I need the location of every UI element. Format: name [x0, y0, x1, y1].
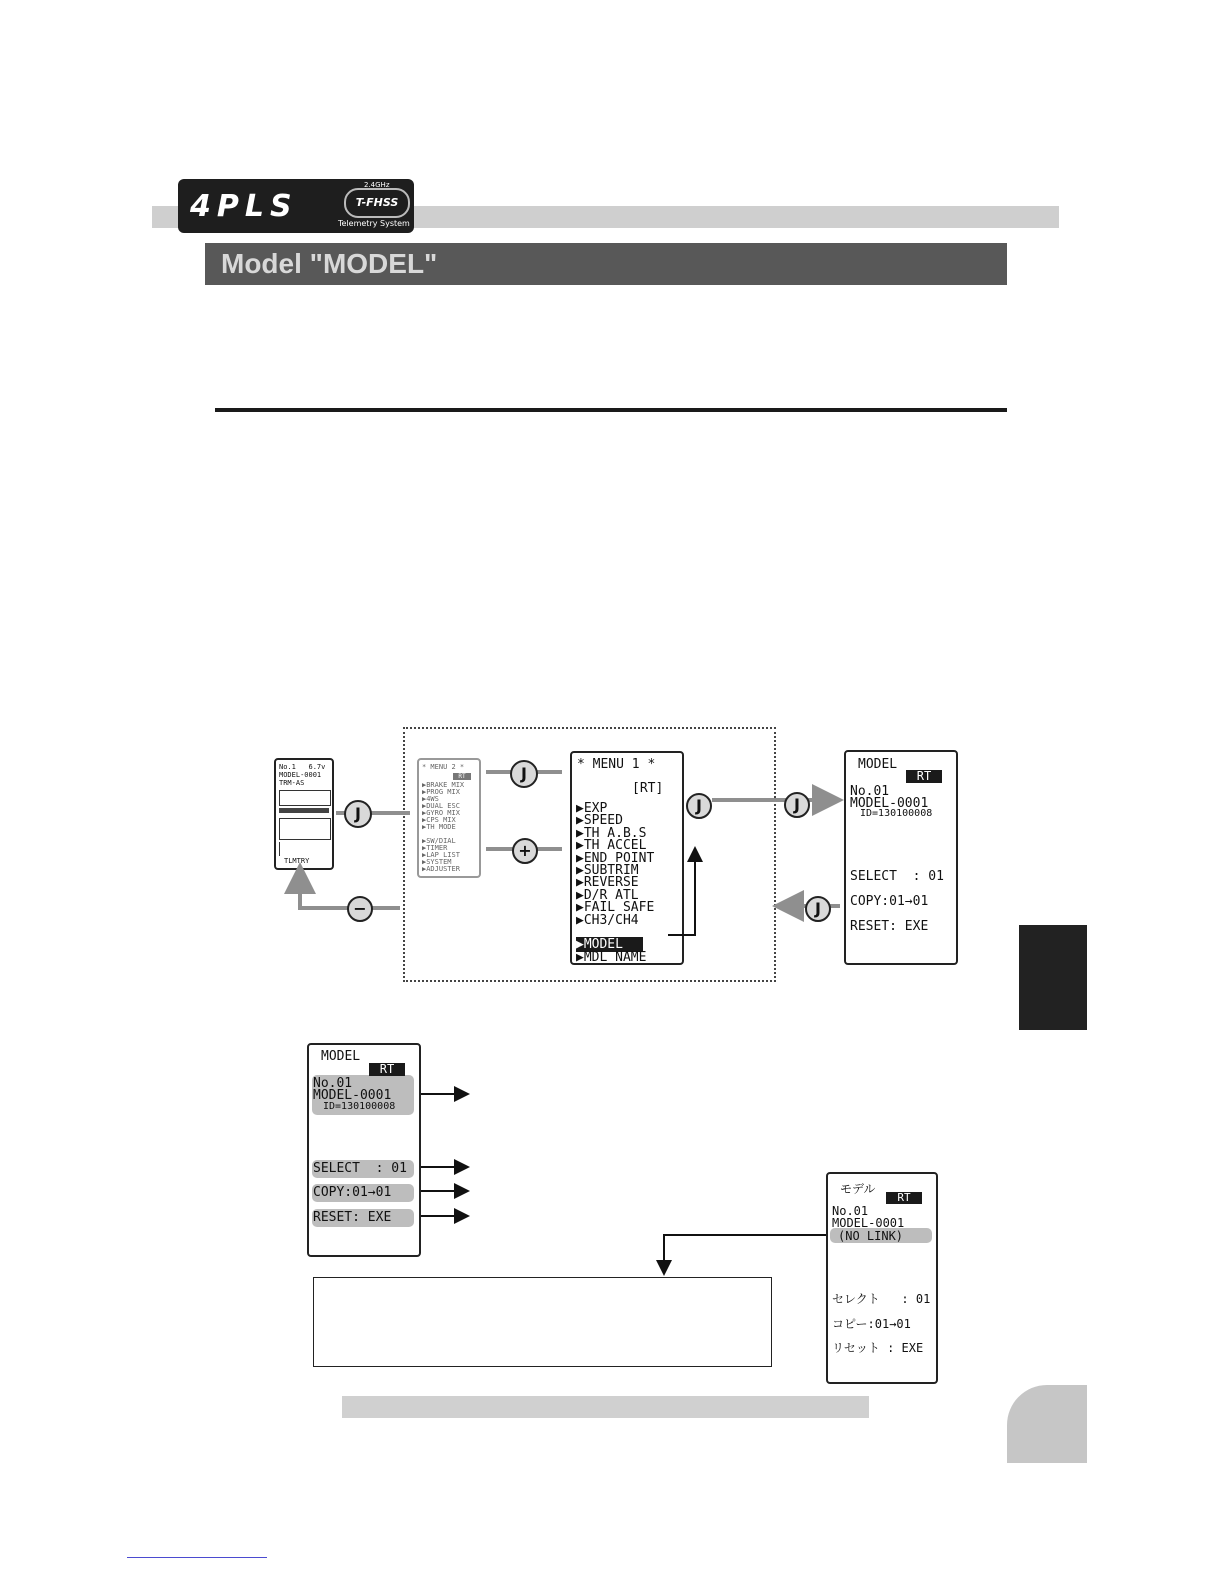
menu2-item[interactable]: ▶TIMER [422, 844, 448, 852]
menu1-item[interactable]: ▶MODEL [576, 937, 643, 952]
plus-key-button[interactable]: + [512, 838, 538, 864]
detail-no: No.01 [313, 1076, 353, 1091]
detail-copy: COPY:01→01 [313, 1185, 392, 1200]
detail-id: ID=130100008 [323, 1101, 396, 1112]
menu1-item[interactable]: ▶END POINT [576, 850, 655, 866]
menu1-item[interactable]: ▶TH ACCEL [576, 838, 647, 854]
home-line-2: MODEL-0001 [279, 771, 322, 779]
menu1-item[interactable]: ▶EXP [576, 801, 608, 816]
detail-rt-badge: RT [369, 1063, 405, 1076]
menu2-item[interactable]: ▶GYRO MIX [422, 809, 460, 817]
home-footer: TLMTRY [284, 857, 310, 865]
menu1-rt: [RT] [632, 781, 664, 796]
brand-name: 4PLS [190, 189, 298, 224]
home-line-3: TRM-AS [279, 779, 305, 787]
joystick-button-updown[interactable]: J [686, 793, 712, 819]
detail-reset: RESET: EXE [313, 1210, 392, 1225]
model-reset: RESET: EXE [850, 919, 929, 934]
model-id: ID=130100008 [860, 808, 933, 819]
model-name: MODEL-0001 [850, 796, 929, 811]
menu2-item[interactable]: ▶4WS [422, 795, 439, 803]
brand-badge-sub: 2.4GHz [364, 181, 390, 189]
menu2-rt-badge: RT [453, 773, 471, 780]
joystick-button-menu[interactable]: J [510, 760, 538, 788]
jp-model-screen [826, 1172, 938, 1384]
detail-title: MODEL [321, 1049, 361, 1064]
joystick-button-return[interactable]: J [805, 896, 831, 922]
jp-copy: コピー:01→01 [832, 1317, 911, 1331]
detail-select: SELECT : 01 [313, 1161, 407, 1176]
jp-rt-badge: RT [886, 1192, 922, 1204]
page-title: Model "MODEL" [221, 248, 438, 279]
jp-name: MODEL-0001 [832, 1216, 905, 1230]
model-select: SELECT : 01 [850, 869, 944, 884]
menu1-item[interactable]: ▶REVERSE [576, 875, 639, 891]
menu2-item[interactable]: ▶ADJUSTER [422, 865, 460, 873]
jp-title: モデル [840, 1182, 876, 1196]
menu1-title: * MENU 1 * [577, 757, 656, 772]
menu2-item[interactable]: ▶SYSTEM [422, 858, 452, 866]
jp-no: No.01 [832, 1204, 869, 1218]
menu1-item[interactable]: ▶FAIL SAFE [576, 900, 655, 916]
brand-badge: T-FHSS [344, 188, 410, 218]
model-copy: COPY:01→01 [850, 894, 929, 909]
menu1-item[interactable]: ▶TH A.B.S [576, 825, 647, 841]
jp-select: セレクト : 01 [832, 1292, 931, 1306]
minus-key-button[interactable]: − [347, 896, 373, 922]
jp-link: (NO LINK) [838, 1229, 904, 1243]
section-side-tab [1019, 925, 1087, 1030]
page-number-tab [1007, 1385, 1087, 1463]
menu2-title: * MENU 2 * [422, 763, 465, 771]
joystick-button-enter[interactable]: J [784, 792, 810, 818]
menu2-item[interactable]: ▶PROG MIX [422, 788, 460, 796]
note-box [313, 1277, 772, 1367]
menu2-item[interactable]: ▶LAP LIST [422, 851, 460, 859]
menu1-item[interactable]: ▶SUBTRIM [576, 863, 639, 878]
joystick-button-home[interactable]: J [344, 800, 372, 828]
menu1-item[interactable]: ▶SPEED [576, 813, 623, 829]
jp-reset: リセット : EXE [832, 1341, 924, 1355]
menu1-item[interactable]: ▶D/R ATL [576, 887, 639, 903]
menu1-item[interactable]: ▶CH3/CH4 [576, 912, 639, 928]
home-line-1: No.1 6.7v [279, 763, 326, 771]
menu2-item[interactable]: ▶TH MODE [422, 823, 456, 831]
footer-link-underline [127, 1557, 267, 1558]
arrow-nolink-note [664, 1235, 830, 1272]
detail-name: MODEL-0001 [313, 1088, 392, 1103]
menu2-item[interactable]: ▶DUAL ESC [422, 802, 460, 810]
detail-model-screen [307, 1043, 421, 1257]
model-no: No.01 [850, 784, 890, 799]
model-title: MODEL [858, 757, 898, 772]
menu2-item[interactable]: ▶BRAKE MIX [422, 781, 465, 789]
arrow-model-selection [668, 850, 695, 935]
menu2-item[interactable]: ▶SW/DIAL [422, 837, 456, 845]
menu2-item[interactable]: ▶CPS MIX [422, 816, 456, 824]
brand-caption: Telemetry System [338, 219, 410, 228]
footer-bar [342, 1396, 869, 1418]
model-rt-badge: RT [906, 770, 942, 783]
menu1-item[interactable]: ▶MDL NAME [576, 949, 647, 965]
